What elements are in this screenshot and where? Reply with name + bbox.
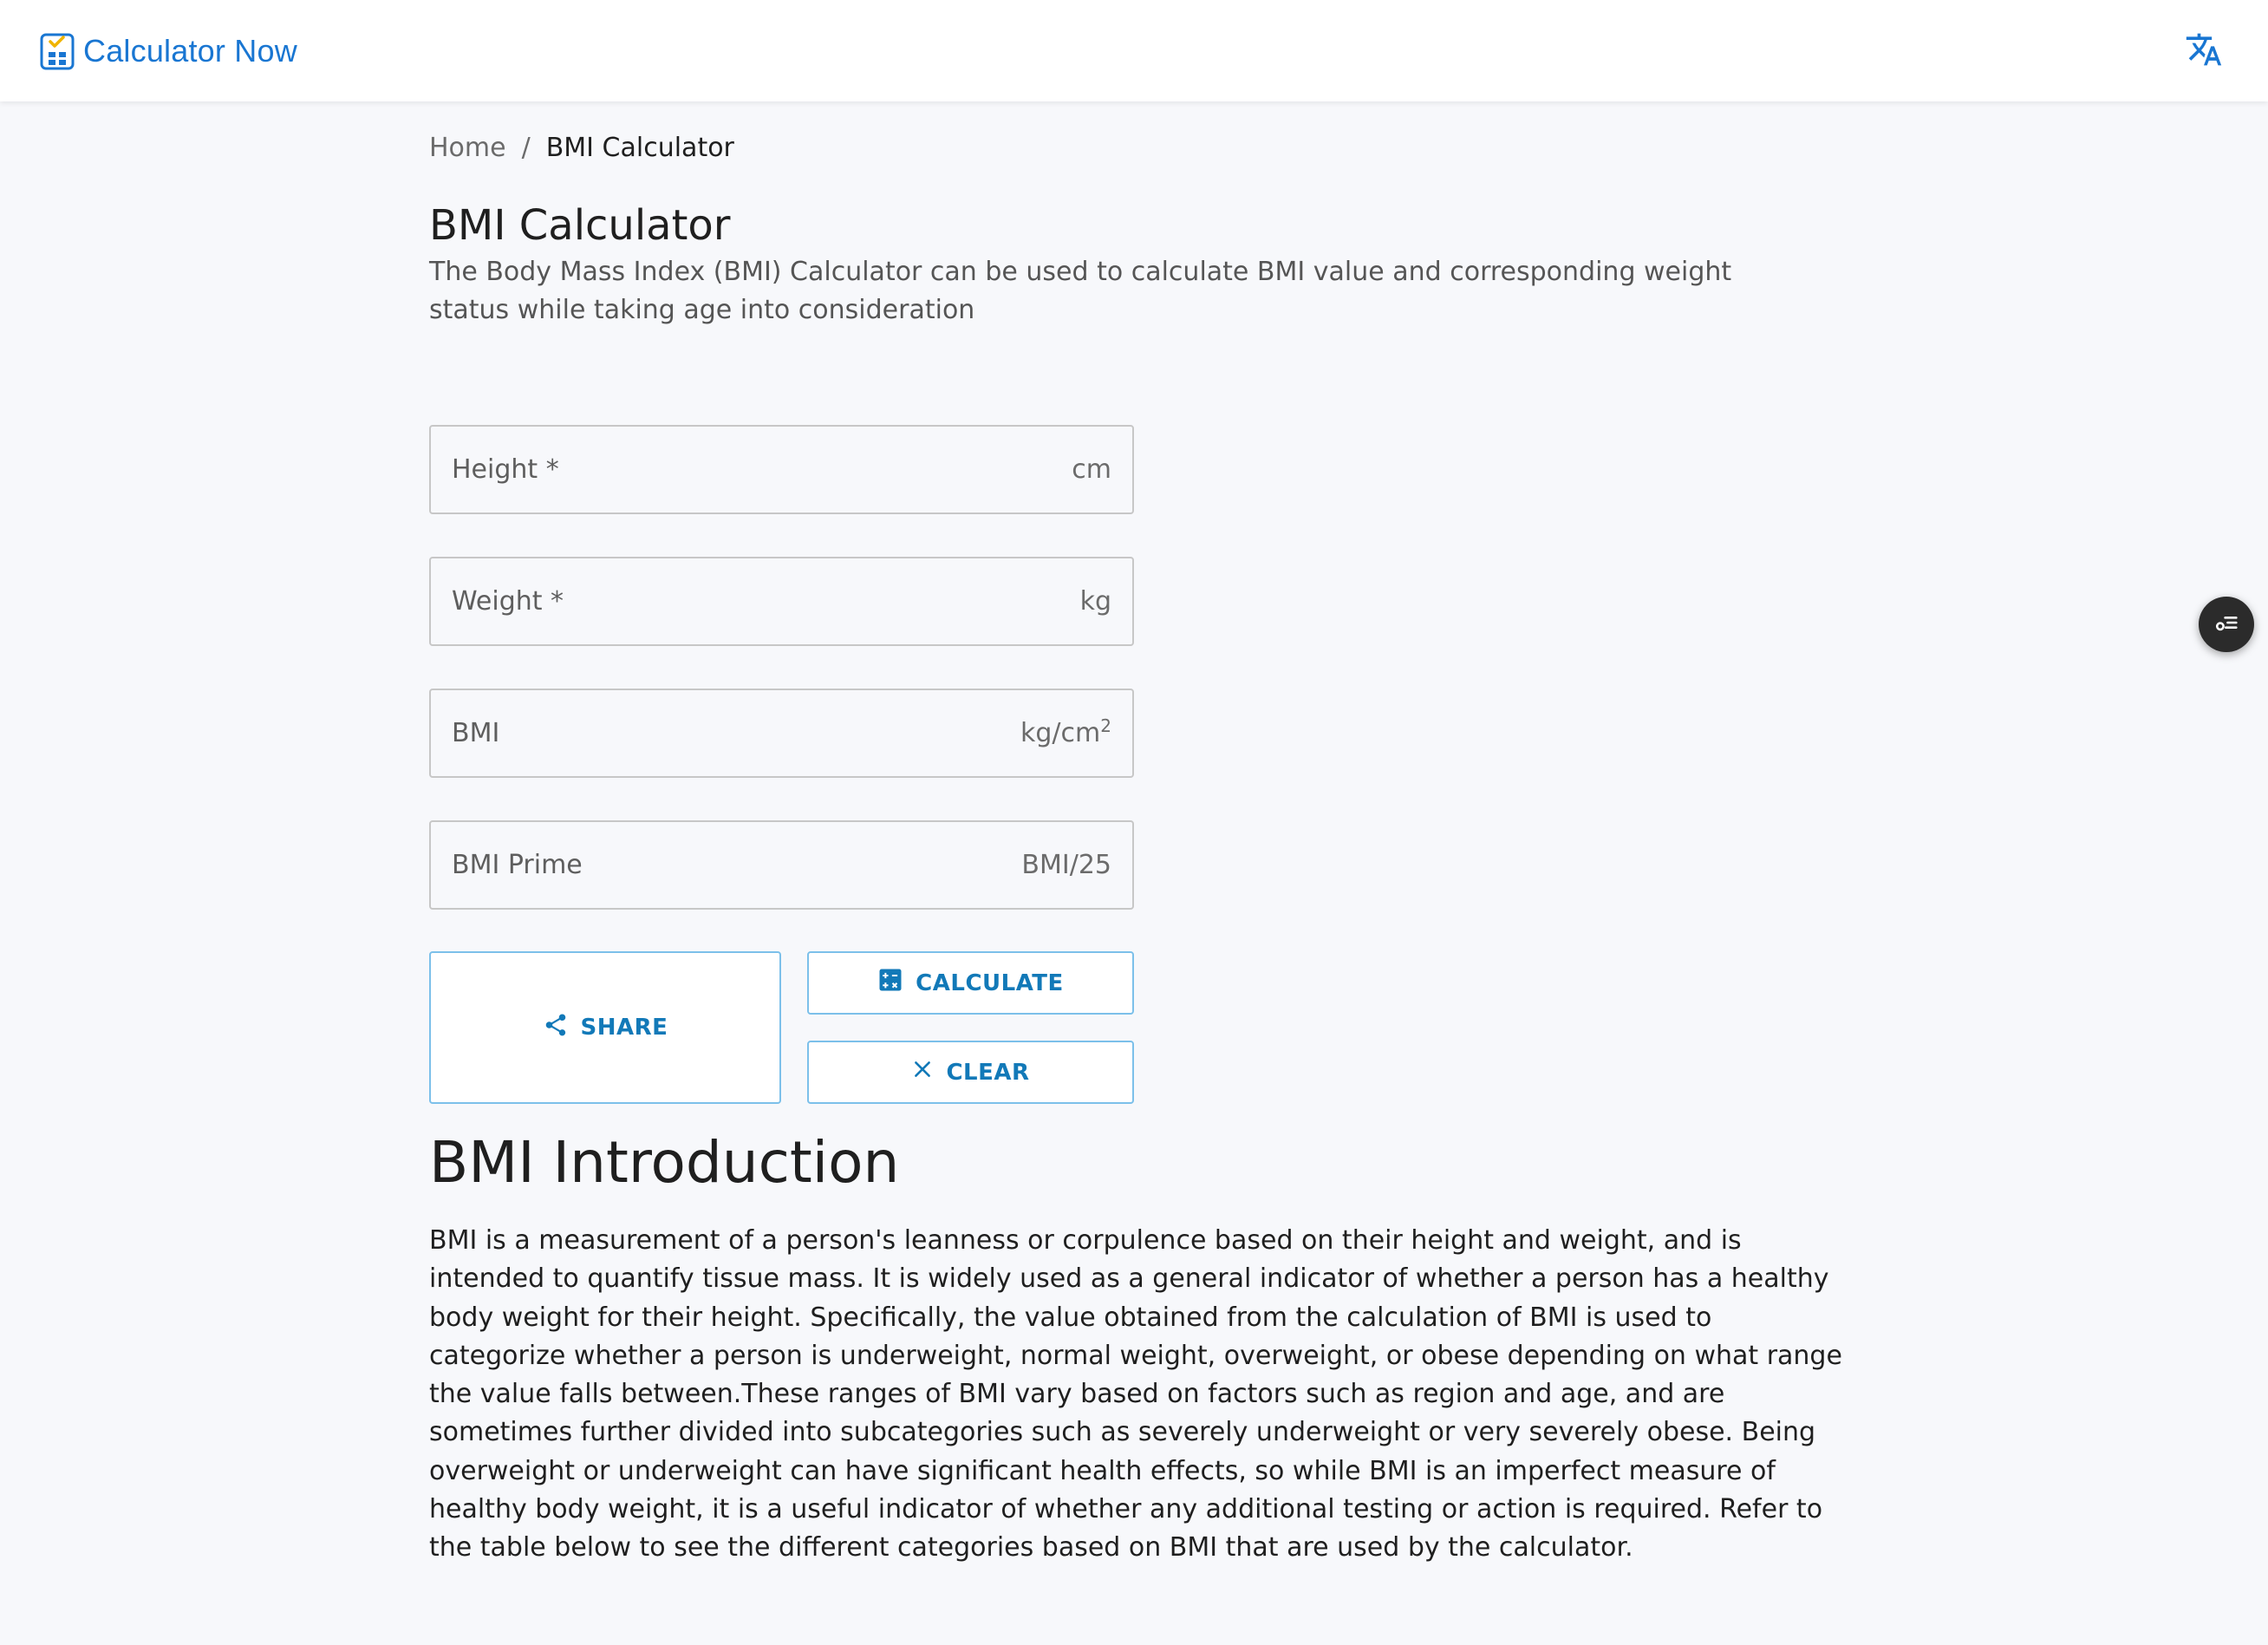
height-unit: cm xyxy=(1072,454,1111,485)
brand-name: Calculator Now xyxy=(83,32,297,69)
breadcrumb-separator: / xyxy=(521,132,531,163)
table-of-contents-icon xyxy=(2212,608,2241,641)
clear-button[interactable] xyxy=(807,1041,1134,1104)
weight-input[interactable] xyxy=(452,586,1080,617)
form-actions xyxy=(429,951,1134,1104)
bmi-unit-exponent: 2 xyxy=(1100,715,1111,736)
weight-field[interactable] xyxy=(429,557,1134,646)
breadcrumb-home-link[interactable]: Home xyxy=(429,132,506,163)
bmi-output[interactable] xyxy=(452,718,1020,748)
main-content xyxy=(429,101,1851,1568)
bmi-prime-output[interactable] xyxy=(452,850,1021,880)
share-label: SHARE xyxy=(580,1015,668,1041)
height-input[interactable] xyxy=(452,454,1072,485)
clear-label: CLEAR xyxy=(946,1059,1030,1086)
brand-link[interactable] xyxy=(40,32,297,70)
top-app-bar xyxy=(0,0,2268,101)
breadcrumb xyxy=(429,130,1851,165)
intro-paragraph: BMI is a measurement of a person's leanness or corpulence based on their height and weight, and is intended to quantify tissue mass. It is widely used as a general indicator of whether a person has a healthy body weight for their height. Specifically, the value obtained from the calculation of BMI is used to categorize whether a person is underweight, normal weight, overweight, or obese depending on what range the value falls between.These ranges of BMI vary based on factors such as region and age, and are sometimes further divided into subcategories such as severely underweight or very severely obese. Being overweight or underweight can have significant health effects, so while BMI is an imperfect measure of healthy body weight, it is a useful indicator of whether any additional testing or action is required. Refer to the table below to see the different categories based on BMI that are used by the calculator. xyxy=(429,1225,1842,1563)
bmi-unit xyxy=(1020,715,1111,748)
bmi-field[interactable] xyxy=(429,689,1134,778)
intro-heading: BMI Introduction xyxy=(429,1129,900,1196)
calculate-icon xyxy=(877,967,903,999)
share-button[interactable] xyxy=(429,951,781,1104)
bmi-form xyxy=(429,425,1134,1104)
primary-actions xyxy=(807,951,1134,1104)
page-description: The Body Mass Index (BMI) Calculator can be used to calculate BMI value and corresponding weight status while taking age into consideration xyxy=(429,257,1732,325)
translate-button[interactable] xyxy=(2183,30,2225,72)
close-icon xyxy=(911,1058,934,1087)
calculate-button[interactable] xyxy=(807,951,1134,1015)
page-title: BMI Calculator xyxy=(429,201,731,250)
translate-icon xyxy=(2185,30,2223,72)
weight-unit: kg xyxy=(1079,586,1111,617)
bmi-unit-base: kg/cm xyxy=(1020,718,1101,748)
breadcrumb-current: BMI Calculator xyxy=(545,132,734,163)
bmi-prime-unit: BMI/25 xyxy=(1021,850,1111,880)
calculator-check-icon xyxy=(40,32,75,70)
bmi-prime-field[interactable] xyxy=(429,820,1134,910)
calculate-label: CALCULATE xyxy=(916,969,1064,996)
table-of-contents-button[interactable] xyxy=(2199,597,2254,652)
share-icon xyxy=(543,1012,569,1044)
height-field[interactable] xyxy=(429,425,1134,514)
